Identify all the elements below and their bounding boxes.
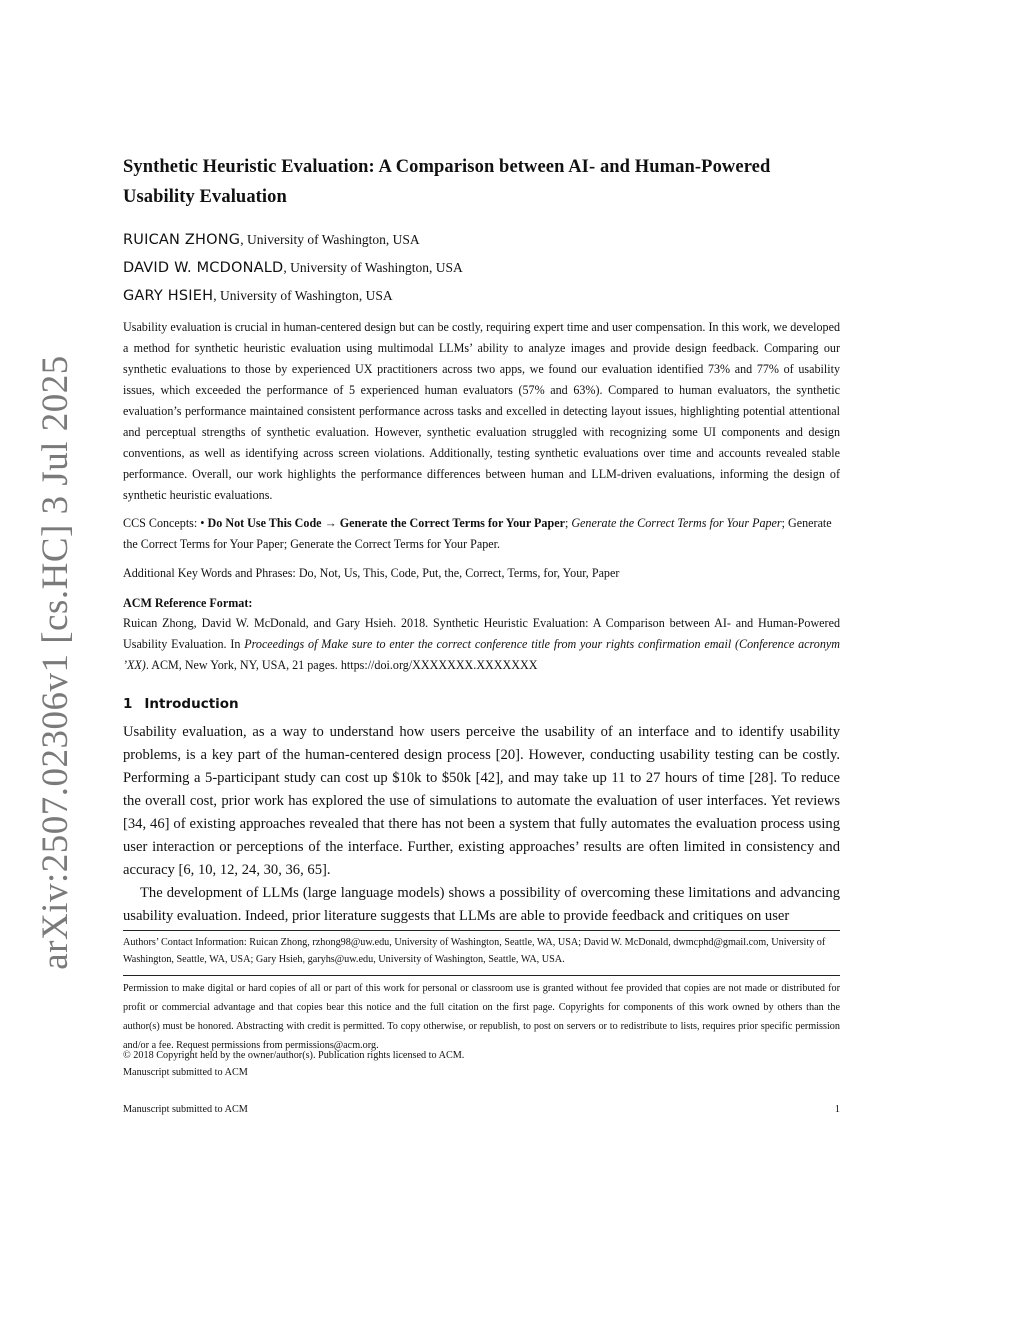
ccs-concepts [123, 513, 840, 555]
permission-notice: Permission to make digital or hard copies of all or part of this work for personal or classroom use is granted without fee provided that copies are not made or distributed for profit or commercial advantage and that copies bear this notice and the full citation on the first page. Copyrights for components of this work owned by others than the author(s) must be honored. Abstracting with credit is permitted. To copy otherwise, or republish, to post on servers or to redistribute to lists, requires prior specific permission and/or a fee. Request permissions from permissions@acm.org. [123, 983, 840, 1051]
ccs-italic-term: Generate the Correct Terms for Your Paper [571, 516, 782, 530]
section-number: 1 [123, 696, 133, 712]
page-footer [123, 1101, 840, 1118]
author-entry: RUICAN ZHONG, University of Washington, USA [123, 232, 420, 248]
permission-divider [123, 975, 840, 976]
reference-heading: ACM Reference Format: [123, 596, 253, 610]
ccs-label: CCS Concepts: • [123, 516, 208, 530]
author-affiliation: University of Washington, USA [219, 288, 393, 303]
paper-title: Synthetic Heuristic Evaluation: A Comparison between AI- and Human-Powered Usability Evaluation [123, 157, 771, 207]
author-entry: GARY HSIEH, University of Washington, USA [123, 288, 393, 304]
footnote-divider [123, 930, 840, 931]
ccs-separator: ; [564, 516, 572, 530]
introduction-body [123, 721, 840, 928]
page-number: 1 [834, 1104, 840, 1115]
author-name: RUICAN ZHONG [123, 232, 241, 248]
keywords: Additional Key Words and Phrases: Do, Not, Us, This, Code, Put, the, Correct, Terms, for, Your, Paper [123, 566, 620, 580]
intro-paragraph: Usability evaluation, as a way to understand how users perceive the usability of an interface and to identify usability problems, is a key part of the human-centered design process [20]. However, conducting usability testing can be costly. Performing a 5-participant study can cost up $10k to $50k [42], and may take up 11 to 27 hours of time [28]. To reduce the overall cost, prior work has explored the use of simulations to automate the evaluation of user interfaces. Yet reviews [34, 46] of existing approaches revealed that there has not been a system that fully automates the evaluation process using user interaction or perceptions of the interface. Further, existing approaches’ results are often limited in consistency and accuracy [6, 10, 12, 24, 30, 36, 65]. [123, 724, 840, 878]
author-name: GARY HSIEH [123, 288, 214, 304]
author-list [123, 226, 840, 310]
section-title: Introduction [144, 696, 239, 712]
reference-venue: Proceedings of Make sure to enter the correct conference title from your rights confirmation email (Conference acronym ’XX) [123, 637, 840, 672]
reference-format [123, 613, 840, 676]
arxiv-id-text: arXiv:2507.02306v1 [cs.HC] 3 Jul 2025 [34, 355, 76, 970]
intro-paragraph: The development of LLMs (large language models) shows a possibility of overcoming these limitations and advancing usability evaluation. Indeed, prior literature suggests that LLMs are able to provide feedback and critiques on user [123, 885, 840, 924]
footer-venue: Manuscript submitted to ACM [123, 1104, 248, 1115]
manuscript-note: Manuscript submitted to ACM [123, 1067, 248, 1078]
abstract: Usability evaluation is crucial in human-centered design but can be costly, requiring expert time and user compensation. In this work, we developed a method for synthetic heuristic evaluation using multimodal LLMs’ ability to analyze images and provide design feedback. Comparing our synthetic evaluations to those by experienced UX practitioners across two apps, we found our evaluation identified 73% and 77% of usability issues, which exceeded the performance of 5 experienced human evaluators (57% and 63%). Compared to human evaluators, the synthetic evaluation’s performance maintained consistent performance across tasks and excelled in detecting layout issues, highlighting potential attentional and perceptual strengths of synthetic evaluation. However, synthetic evaluation struggled with recognizing some UI components and design conventions, as well as identifying across screen violations. Additionally, testing synthetic evaluations over time and accounts revealed stable performance. Overall, our work highlights the performance differences between human and LLM-driven evaluations, informing the design of synthetic heuristic evaluations. [123, 320, 840, 502]
arxiv-identifier [28, 355, 82, 970]
reference-text: Ruican Zhong, David W. McDonald, and Gary Hsieh. 2018. Synthetic Heuristic Evaluation: A Comparison between AI- and Human-Powered Usability Evaluation. In [123, 616, 840, 651]
copyright-block [123, 1047, 840, 1081]
author-contact-info: Authors’ Contact Information: Ruican Zhong, rzhong98@uw.edu, University of Washington, Seattle, WA, USA; David W. McDonald, dwmcphd@gmail.com, University of Washington, Seattle, WA, USA; Gary Hsieh, garyhs@uw.edu, University of Washington, Seattle, WA, USA. [123, 937, 826, 965]
author-affiliation: University of Washington, USA [290, 260, 463, 275]
author-entry: DAVID W. MCDONALD, University of Washington, USA [123, 260, 463, 276]
copyright-line: © 2018 Copyright held by the owner/author(s). Publication rights licensed to ACM. [123, 1050, 465, 1061]
section-heading [123, 694, 840, 714]
reference-text-end: . ACM, New York, NY, USA, 21 pages. https://doi.org/XXXXXXX.XXXXXXX [145, 658, 538, 672]
author-affiliation: University of Washington, USA [246, 232, 420, 247]
ccs-rest: ; Generate the Correct Terms for Your Paper; Generate the Correct Terms for Your Paper. [123, 516, 832, 551]
author-name: DAVID W. MCDONALD [123, 260, 284, 276]
ccs-bold-term: Do Not Use This Code → Generate the Correct Terms for Your Paper [207, 516, 565, 530]
